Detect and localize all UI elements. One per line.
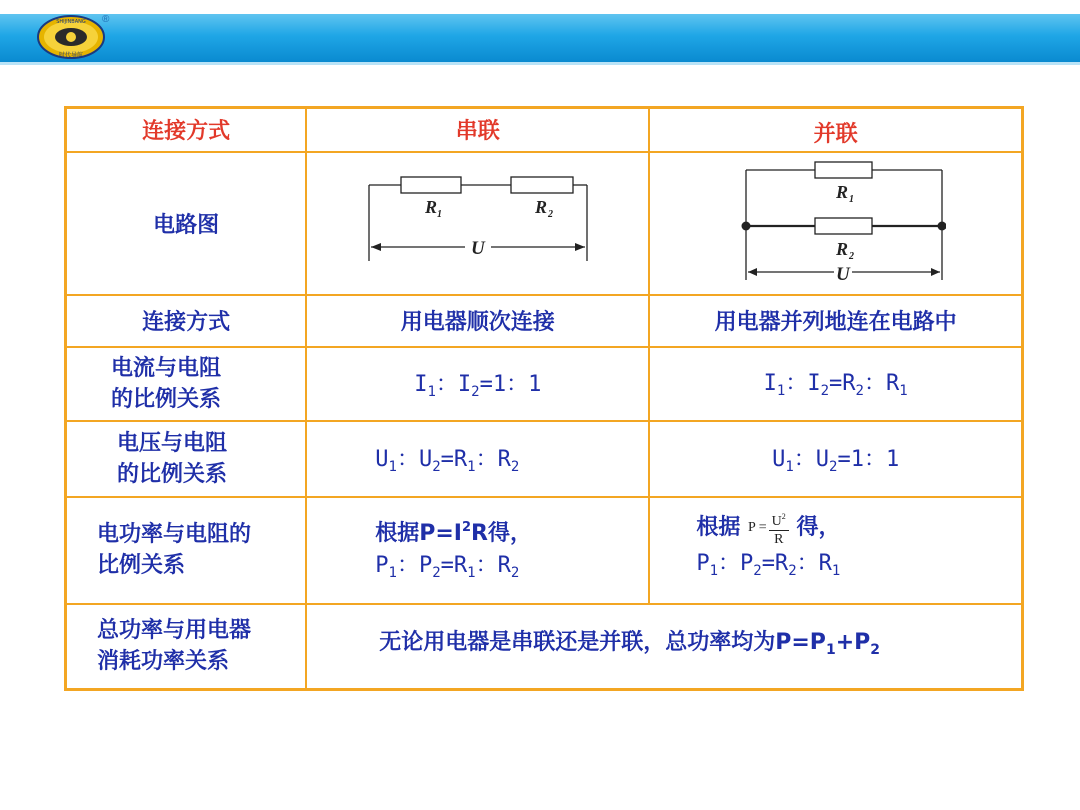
power-parallel-prefix: 根据: [696, 514, 741, 540]
current-parallel: $I_1$：$I_2=R_2$：$R_1$: [649, 347, 1022, 421]
logo-cn: 时代导航: [58, 52, 84, 59]
comparison-table: [64, 106, 1024, 691]
table-row: [66, 421, 1023, 497]
series-circuit-cell: [306, 152, 649, 295]
table-row: [66, 108, 1023, 152]
power-series-suffix: R得，: [471, 520, 532, 546]
header-parallel: 并联: [649, 108, 1022, 152]
circuit-label: 电路图: [66, 152, 307, 295]
table-row: [66, 152, 1023, 295]
header-series: 串联: [306, 108, 649, 152]
total-label: [66, 604, 307, 690]
power-label-line2: 比例关系: [97, 553, 186, 578]
table-row: [66, 497, 1023, 604]
voltage-parallel: $U_1$：$U_2=1$：1: [649, 421, 1022, 497]
current-label: [66, 347, 307, 421]
table-row: [66, 347, 1023, 421]
power-series: [306, 497, 649, 604]
power-series-sup: 2: [462, 519, 472, 535]
series-circuit-diagram: [353, 165, 603, 275]
connection-label: 连接方式: [66, 295, 307, 347]
logo: [36, 14, 106, 60]
voltage-series: $U_1$：$U_2=R_1$：$R_2$: [306, 421, 649, 497]
series-r2-sub: 2: [547, 209, 553, 220]
header-connection: 连接方式: [66, 108, 307, 152]
total-label-line1: 总功率与用电器: [97, 618, 252, 644]
power-series-ratio: $P_1$：$P_2=R_1$：$R_2$: [375, 552, 520, 581]
parallel-circuit-cell: [649, 152, 1022, 295]
series-r1-label: R: [424, 197, 437, 217]
total-text: 无论用电器是串联还是并联，总功率均为$P=P_1+P_2$: [306, 604, 1022, 690]
current-series: $I_1$：$I_2=1$：1: [306, 347, 649, 421]
parallel-r1-label: R: [835, 182, 848, 202]
voltage-label-line2: 的比例关系: [117, 461, 228, 487]
power-label: [66, 497, 307, 604]
formula-p-equals: P =: [748, 519, 767, 535]
header-bar: [0, 14, 1080, 62]
parallel-circuit-diagram: [726, 154, 946, 286]
current-label-line1: 电流与电阻: [111, 355, 222, 381]
table-row: [66, 295, 1023, 347]
parallel-r1-sub: 1: [848, 194, 854, 205]
parallel-r2-sub: 2: [848, 251, 854, 262]
power-series-prefix: 根据P=I: [375, 520, 462, 546]
voltage-label: [66, 421, 307, 497]
formula-fraction: $\frac{U^2}{R}$: [769, 508, 789, 548]
power-parallel-ratio: $P_1$：$P_2=R_2$：$R_1$: [696, 550, 841, 579]
series-r2-label: R: [534, 197, 547, 217]
connection-series: 用电器顺次连接: [306, 295, 649, 347]
table-row: [66, 604, 1023, 690]
voltage-label-line1: 电压与电阻: [117, 430, 228, 456]
series-r1-sub: 1: [436, 209, 442, 220]
power-parallel: [649, 497, 1022, 604]
current-label-line2: 的比例关系: [111, 386, 222, 412]
parallel-r2-label: R: [835, 239, 848, 259]
total-label-line2: 消耗功率关系: [97, 649, 230, 675]
parallel-u-label: U: [835, 264, 850, 285]
connection-parallel: 用电器并列地连在电路中: [649, 295, 1022, 347]
power-parallel-suffix: 得，: [788, 514, 841, 540]
power-label-line1: 电功率与电阻的: [97, 522, 252, 547]
logo-text: SHIJINBANG: [56, 19, 86, 25]
series-u-label: U: [470, 238, 485, 259]
registered-mark: ®: [102, 14, 110, 25]
